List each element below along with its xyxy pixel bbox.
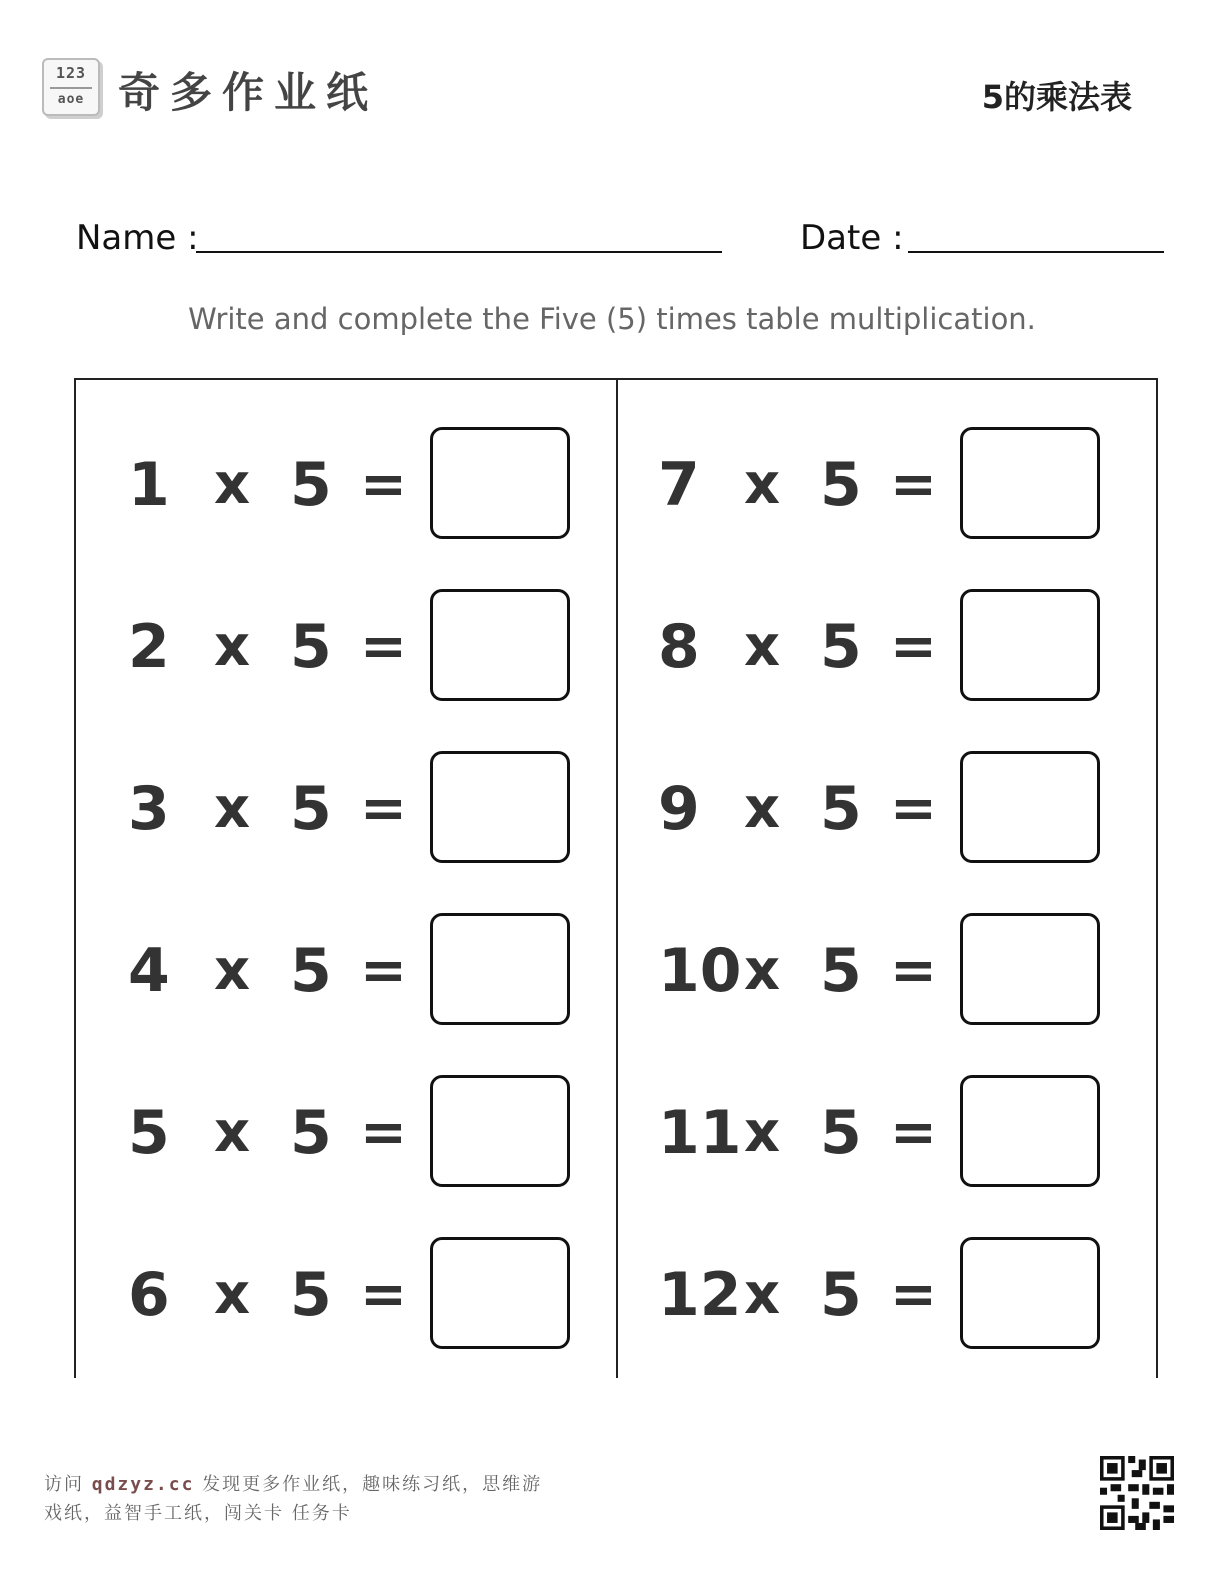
worksheet-title: 5的乘法表 <box>981 78 1132 116</box>
times-sign: x <box>214 776 251 841</box>
multiplicand: 2 <box>128 612 170 682</box>
answer-box[interactable] <box>430 589 570 701</box>
problem-row <box>658 427 1108 543</box>
multiplier: 5 <box>820 1260 862 1330</box>
multiplicand: 8 <box>658 612 700 682</box>
problem-row <box>128 913 578 1029</box>
times-sign: x <box>744 452 781 517</box>
multiplicand: 3 <box>128 774 170 844</box>
equals-sign: = <box>360 1262 407 1327</box>
multiplicand: 11 <box>658 1098 742 1168</box>
problem-row <box>658 1075 1108 1191</box>
logo-rule <box>50 87 92 89</box>
equals-sign: = <box>890 776 937 841</box>
times-sign: x <box>214 1100 251 1165</box>
name-label: Name : <box>76 218 199 258</box>
footer-text <box>44 1470 604 1528</box>
answer-box[interactable] <box>430 913 570 1025</box>
problem-row <box>658 751 1108 867</box>
logo-icon <box>42 58 100 116</box>
problem-row <box>658 913 1108 1029</box>
answer-box[interactable] <box>430 1237 570 1349</box>
equals-sign: = <box>360 614 407 679</box>
times-sign: x <box>744 1262 781 1327</box>
multiplier: 5 <box>820 612 862 682</box>
times-sign: x <box>214 614 251 679</box>
logo-bottom-text: aoe <box>57 92 85 107</box>
instruction-text: Write and complete the Five (5) times table multiplication. <box>188 302 1036 336</box>
equals-sign: = <box>360 776 407 841</box>
multiplier: 5 <box>290 612 332 682</box>
times-sign: x <box>744 776 781 841</box>
multiplier: 5 <box>820 450 862 520</box>
answer-box[interactable] <box>960 751 1100 863</box>
equals-sign: = <box>360 938 407 1003</box>
problem-row <box>128 751 578 867</box>
multiplier: 5 <box>820 774 862 844</box>
multiplicand: 6 <box>128 1260 170 1330</box>
multiplier: 5 <box>820 936 862 1006</box>
date-label: Date : <box>800 218 904 258</box>
multiplicand: 7 <box>658 450 700 520</box>
equals-sign: = <box>890 452 937 517</box>
multiplier: 5 <box>290 1260 332 1330</box>
answer-box[interactable] <box>960 1237 1100 1349</box>
multiplier: 5 <box>290 936 332 1006</box>
equals-sign: = <box>360 1100 407 1165</box>
answer-box[interactable] <box>960 913 1100 1025</box>
problem-row <box>128 1237 578 1353</box>
answer-box[interactable] <box>430 1075 570 1187</box>
multiplier: 5 <box>290 450 332 520</box>
multiplicand: 9 <box>658 774 700 844</box>
equals-sign: = <box>890 938 937 1003</box>
equals-sign: = <box>360 452 407 517</box>
footer-line1: 发现更多作业纸，趣味练习纸，思维游 <box>194 1474 543 1495</box>
times-sign: x <box>214 938 251 1003</box>
problem-row <box>658 589 1108 705</box>
answer-box[interactable] <box>960 1075 1100 1187</box>
problem-row <box>128 1075 578 1191</box>
footer-site-link[interactable]: qdzyz.cc <box>91 1474 195 1495</box>
multiplicand: 10 <box>658 936 742 1006</box>
brand-name: 奇多作业纸 <box>118 68 379 117</box>
problem-row <box>128 589 578 705</box>
answer-box[interactable] <box>430 751 570 863</box>
multiplier: 5 <box>290 1098 332 1168</box>
times-sign: x <box>214 452 251 517</box>
answer-box[interactable] <box>960 589 1100 701</box>
multiplicand: 1 <box>128 450 170 520</box>
multiplicand: 12 <box>658 1260 742 1330</box>
multiplier: 5 <box>820 1098 862 1168</box>
name-field[interactable] <box>196 251 722 253</box>
answer-box[interactable] <box>960 427 1100 539</box>
footer-prefix: 访问 <box>44 1474 92 1495</box>
logo-top-text: 123 <box>55 64 87 82</box>
footer-line2: 戏纸，益智手工纸，闯关卡 任务卡 <box>44 1503 352 1524</box>
times-sign: x <box>744 614 781 679</box>
times-sign: x <box>744 938 781 1003</box>
times-sign: x <box>214 1262 251 1327</box>
multiplier: 5 <box>290 774 332 844</box>
answer-box[interactable] <box>430 427 570 539</box>
equals-sign: = <box>890 614 937 679</box>
problem-row <box>128 427 578 543</box>
equals-sign: = <box>890 1100 937 1165</box>
equals-sign: = <box>890 1262 937 1327</box>
multiplicand: 4 <box>128 936 170 1006</box>
column-divider <box>616 378 618 1378</box>
problem-row <box>658 1237 1108 1353</box>
qr-code-icon <box>1100 1456 1174 1530</box>
date-field[interactable] <box>908 251 1164 253</box>
times-sign: x <box>744 1100 781 1165</box>
multiplicand: 5 <box>128 1098 170 1168</box>
